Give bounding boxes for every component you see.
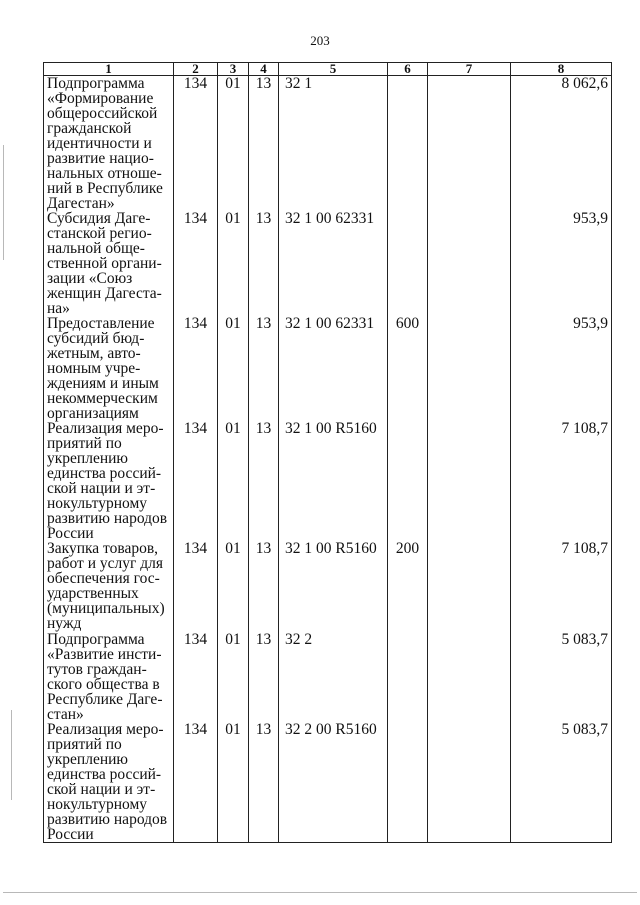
row-name-line: Субсидия Даге-: [47, 210, 151, 227]
header-row: [44, 63, 612, 76]
row-col-7: [428, 211, 511, 316]
row-amount: 7 108,7: [511, 421, 612, 541]
page-number: 203: [310, 33, 330, 48]
row-target-article: 32 2 00 R5160: [279, 722, 388, 843]
row-name-line: Предоставление: [47, 315, 155, 332]
row-name: [44, 541, 174, 632]
header-col-5: 5: [279, 63, 388, 76]
row-name-line: укреплению: [47, 751, 128, 768]
row-target-article: 32 1 00 62331: [279, 316, 388, 421]
row-name-line: стан»: [47, 706, 84, 723]
scan-artifact: [3, 892, 637, 893]
row-name: [44, 76, 174, 212]
row-expense-type: [388, 211, 428, 316]
row-col-7: [428, 632, 511, 722]
row-name-line: Реализация меро-: [47, 721, 164, 738]
row-name-line: Дагестан»: [47, 195, 115, 212]
row-expense-type: [388, 632, 428, 722]
row-admin-code: 134: [174, 76, 218, 212]
table-row: [44, 541, 612, 632]
header-col-2: 2: [174, 63, 218, 76]
row-name-line: Подпрограмма: [47, 631, 145, 648]
row-col-7: [428, 541, 511, 632]
row-admin-code: 134: [174, 722, 218, 843]
row-name-line: России: [47, 525, 94, 542]
row-col-7: [428, 421, 511, 541]
row-section-code: 01: [218, 211, 249, 316]
row-expense-type: [388, 421, 428, 541]
row-expense-type: 200: [388, 541, 428, 632]
row-name-line: «Развитие инсти-: [47, 646, 162, 663]
row-section-code: 01: [218, 421, 249, 541]
row-expense-type: 600: [388, 316, 428, 421]
row-name-line: нужд: [47, 615, 82, 632]
row-name-line: Реализация меро-: [47, 420, 164, 437]
row-name-line: Республике Даге-: [47, 691, 163, 708]
row-name-line: «Формирование: [47, 90, 154, 107]
row-section-code: 01: [218, 316, 249, 421]
row-name: [44, 722, 174, 843]
row-name-line: гражданской: [47, 120, 132, 137]
row-target-article: 32 2: [279, 632, 388, 722]
header-col-8: 8: [511, 63, 612, 76]
header-col-6: 6: [388, 63, 428, 76]
row-name-line: развитию народов: [47, 811, 168, 828]
row-name-line: нальной обще-: [47, 240, 145, 257]
row-name-line: ственной органи-: [47, 255, 162, 272]
budget-table: [43, 62, 612, 843]
row-name-line: номным учре-: [47, 360, 141, 377]
row-subsection-code: 13: [249, 211, 279, 316]
row-admin-code: 134: [174, 632, 218, 722]
row-name-line: станской регио-: [47, 225, 152, 242]
row-name-line: тутов граждан-: [47, 661, 147, 678]
row-name-line: укреплению: [47, 450, 128, 467]
scan-artifact: [11, 710, 12, 800]
row-amount: 8 062,6: [511, 76, 612, 212]
row-subsection-code: 13: [249, 632, 279, 722]
row-name-line: ской нации и эт-: [47, 480, 156, 497]
table-row: [44, 76, 612, 212]
row-subsection-code: 13: [249, 722, 279, 843]
row-name-line: развитие нацио-: [47, 150, 154, 167]
table-row: [44, 316, 612, 421]
row-name-line: нокультурному: [47, 495, 148, 512]
row-name-line: организациям: [47, 405, 139, 422]
row-subsection-code: 13: [249, 541, 279, 632]
row-name-line: единства россий-: [47, 766, 162, 783]
row-name-line: развитию народов: [47, 510, 168, 527]
row-name: [44, 421, 174, 541]
row-name: [44, 316, 174, 421]
row-admin-code: 134: [174, 541, 218, 632]
row-name-line: приятий по: [47, 435, 122, 452]
row-amount: 953,9: [511, 316, 612, 421]
table-row: [44, 421, 612, 541]
row-amount: 953,9: [511, 211, 612, 316]
row-name-line: обеспечения гос-: [47, 570, 160, 587]
row-col-7: [428, 722, 511, 843]
row-name-line: идентичности и: [47, 135, 152, 152]
row-name: [44, 211, 174, 316]
row-admin-code: 134: [174, 211, 218, 316]
row-expense-type: [388, 76, 428, 212]
row-section-code: 01: [218, 632, 249, 722]
table-body: [44, 76, 612, 843]
row-name-line: ского общества в: [47, 676, 160, 693]
row-name-line: субсидий бюд-: [47, 330, 145, 347]
row-name-line: ждениям и иным: [47, 375, 159, 392]
header-col-4: 4: [249, 63, 279, 76]
row-subsection-code: 13: [249, 76, 279, 212]
row-name-line: ударственных: [47, 585, 139, 602]
row-col-7: [428, 316, 511, 421]
row-amount: 7 108,7: [511, 541, 612, 632]
row-section-code: 01: [218, 541, 249, 632]
row-name-line: приятий по: [47, 736, 122, 753]
row-section-code: 01: [218, 76, 249, 212]
row-admin-code: 134: [174, 316, 218, 421]
row-expense-type: [388, 722, 428, 843]
row-name-line: (муниципальных): [47, 600, 165, 617]
row-name-line: России: [47, 826, 94, 843]
row-name-line: некоммерческим: [47, 390, 158, 407]
row-target-article: 32 1 00 R5160: [279, 541, 388, 632]
row-name-line: нокультурному: [47, 796, 148, 813]
row-name-line: ний в Республике: [47, 180, 163, 197]
row-subsection-code: 13: [249, 316, 279, 421]
row-name-line: на»: [47, 300, 70, 317]
row-name-line: жетным, авто-: [47, 345, 141, 362]
table-row: [44, 722, 612, 843]
header-col-1: 1: [44, 63, 174, 76]
row-amount: 5 083,7: [511, 632, 612, 722]
row-amount: 5 083,7: [511, 722, 612, 843]
row-name-line: зации «Союз: [47, 270, 133, 287]
row-name-line: работ и услуг для: [47, 555, 163, 572]
row-name-line: единства россий-: [47, 465, 162, 482]
row-name-line: Подпрограмма: [47, 75, 145, 92]
scan-artifact: [3, 145, 4, 260]
row-target-article: 32 1 00 R5160: [279, 421, 388, 541]
row-section-code: 01: [218, 722, 249, 843]
row-name-line: Закупка товаров,: [47, 540, 159, 557]
row-name-line: ской нации и эт-: [47, 781, 156, 798]
row-target-article: 32 1 00 62331: [279, 211, 388, 316]
row-subsection-code: 13: [249, 421, 279, 541]
row-target-article: 32 1: [279, 76, 388, 212]
row-name-line: нальных отноше-: [47, 165, 162, 182]
row-name-line: общероссийской: [47, 105, 158, 122]
table-row: [44, 632, 612, 722]
row-admin-code: 134: [174, 421, 218, 541]
table-row: [44, 211, 612, 316]
header-col-3: 3: [218, 63, 249, 76]
row-name-line: женщин Дагеста-: [47, 285, 162, 302]
row-col-7: [428, 76, 511, 212]
header-col-7: 7: [428, 63, 511, 76]
row-name: [44, 632, 174, 722]
